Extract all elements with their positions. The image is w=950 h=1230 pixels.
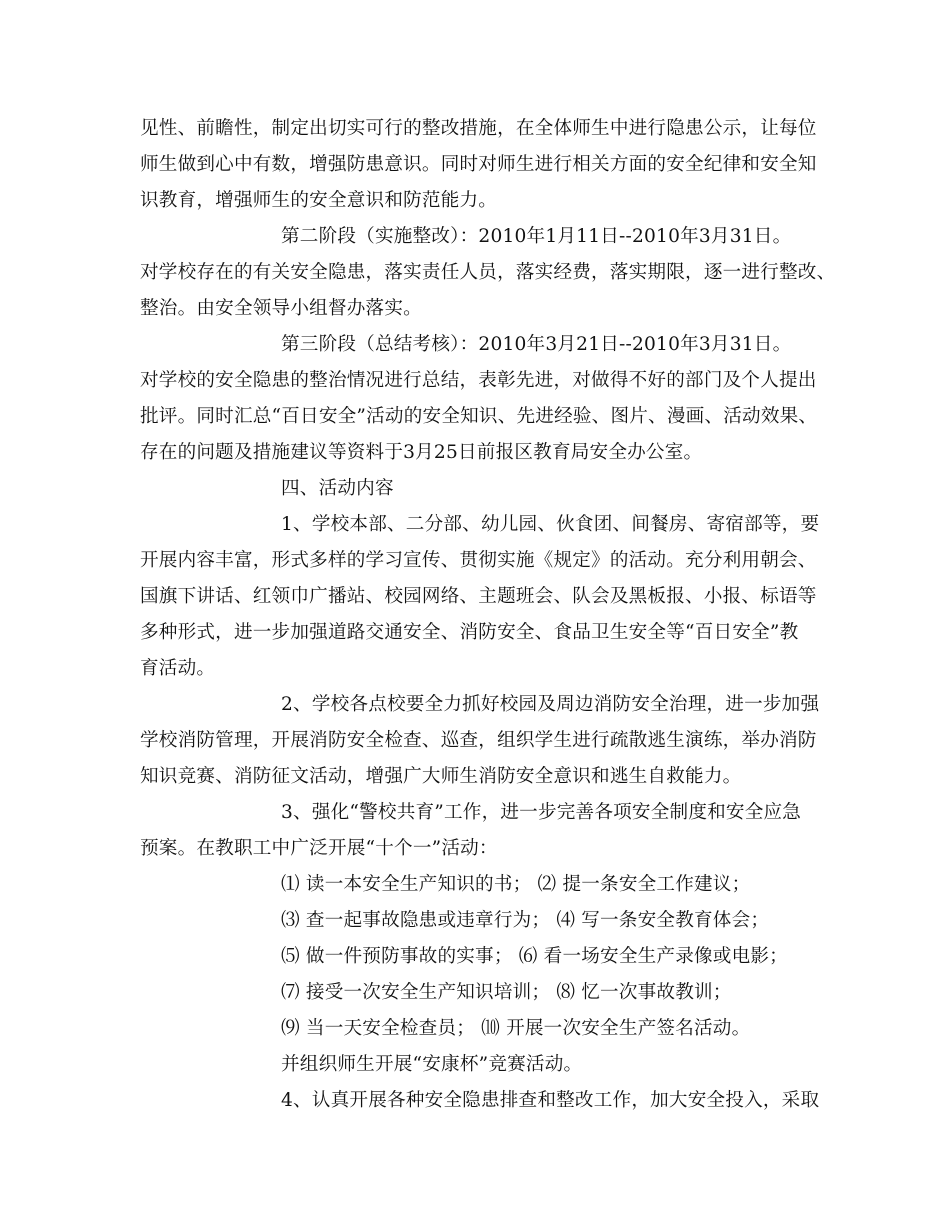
list-item: ⑶ 查一起事故隐患或违章行为； ⑷ 写一条安全教育体会； [281, 910, 770, 931]
list-item: ⑴ 读一本安全生产知识的书； ⑵ 提一条安全工作建议； [281, 874, 751, 895]
section-heading: 四、活动内容 [281, 478, 394, 499]
text-line: 开展内容丰富，形式多样的学习宣传、贯彻实施《规定》的活动。充分利用朝会、 [140, 550, 817, 571]
text-line: 育活动。 [140, 658, 216, 679]
list-item: ⑼ 当一天安全检查员； ⑽ 开展一次安全生产签名活动。 [281, 1018, 751, 1039]
text-line: 3、强化“警校共育”工作，进一步完善各项安全制度和安全应急 [281, 802, 802, 823]
text-line: 预案。在教职工中广泛开展“十个一”活动： [140, 838, 498, 859]
text-line: 批评。同时汇总“百日安全”活动的安全知识、先进经验、图片、漫画、活动效果、 [140, 406, 818, 427]
list-item: ⑸ 做一件预防事故的实事； ⑹ 看一场安全生产录像或电影； [281, 946, 788, 967]
text-line: 1、学校本部、二分部、幼儿园、伙食团、间餐房、寄宿部等，要 [281, 514, 820, 535]
list-item: ⑺ 接受一次安全生产知识培训； ⑻ 忆一次事故教训； [281, 982, 732, 1003]
text-line: 知识竞赛、消防征文活动，增强广大师生消防安全意识和逃生自救能力。 [140, 766, 742, 787]
text-line: 2、学校各点校要全力抓好校园及周边消防安全治理，进一步加强 [281, 694, 820, 715]
text-line: 整治。由安全领导小组督办落实。 [140, 298, 422, 319]
text-line: 对学校的安全隐患的整治情况进行总结，表彰先进，对做得不好的部门及个人提出 [140, 370, 817, 391]
text-line: 第二阶段（实施整改）：2010年1月11日--2010年3月31日。 [281, 226, 792, 247]
text-line: 存在的问题及措施建议等资料于3月25日前报区教育局安全办公室。 [140, 442, 703, 463]
text-line: 学校消防管理，开展消防安全检查、巡查，组织学生进行疏散逃生演练，举办消防 [140, 730, 817, 751]
text-line: 识教育，增强师生的安全意识和防范能力。 [140, 190, 498, 211]
text-line: 并组织师生开展“安康杯”竞赛活动。 [281, 1054, 583, 1075]
text-line: 多种形式，进一步加强道路交通安全、消防安全、食品卫生安全等“百日安全”教 [140, 622, 799, 643]
text-line: 国旗下讲话、红领巾广播站、校园网络、主题班会、队会及黑板报、小报、标语等 [140, 586, 817, 607]
text-line: 师生做到心中有数，增强防患意识。同时对师生进行相关方面的安全纪律和安全知 [140, 154, 817, 175]
text-line: 第三阶段（总结考核）：2010年3月21日--2010年3月31日。 [281, 334, 792, 355]
text-line: 对学校存在的有关安全隐患，落实责任人员，落实经费，落实期限，逐一进行整改、 [140, 262, 836, 283]
text-line: 见性、前瞻性，制定出切实可行的整改措施，在全体师生中进行隐患公示，让每位 [140, 118, 817, 139]
text-line: 4、认真开展各种安全隐患排查和整改工作，加大安全投入，采取 [281, 1090, 820, 1111]
